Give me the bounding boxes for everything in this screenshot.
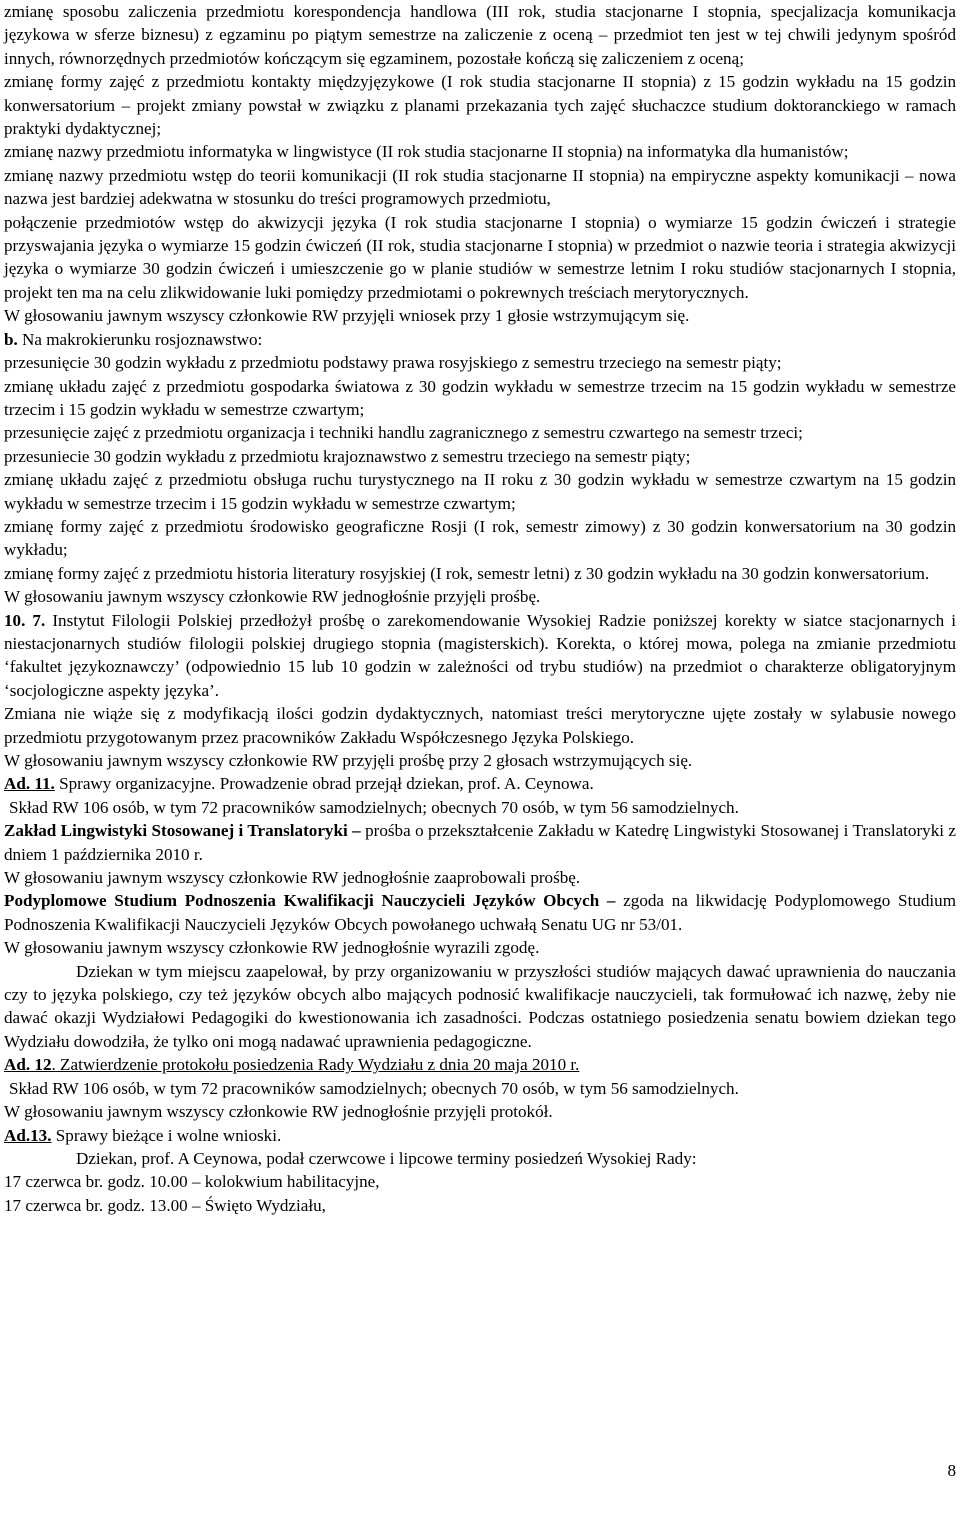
text-segment: zmianę formy zajęć z przedmiotu historia literatury rosyjskiej (I rok, semestr letni) z 30 godzin wykładu na 30 godzin konwersatorium. [4, 563, 930, 583]
paragraph [4, 1053, 956, 1076]
paragraph [4, 1194, 956, 1217]
paragraph [4, 936, 956, 959]
paragraph [4, 164, 956, 211]
paragraph [4, 1124, 956, 1147]
text-segment: . Zatwierdzenie protokołu posiedzenia Rady Wydziału z dnia 20 maja 2010 r. [51, 1055, 580, 1075]
paragraph [4, 796, 956, 819]
text-segment: W głosowaniu jawnym wszyscy członkowie RW jednogłośnie zaaprobowali prośbę. [4, 868, 581, 888]
paragraph [4, 211, 956, 305]
text-segment: W głosowaniu jawnym wszyscy członkowie RW jednogłośnie wyrazili zgodę. [4, 938, 540, 958]
paragraph [4, 304, 956, 327]
text-segment: przesunięcie 30 godzin wykładu z przedmiotu podstawy prawa rosyjskiego z semestru trzeciego na semestr piąty; [4, 353, 782, 373]
text-segment: Sprawy bieżące i wolne wnioski. [51, 1125, 282, 1145]
text-segment: Instytut Filologii Polskiej przedłożył prośbę o zarekomendowanie Wysokiej Radzie poniższej korekty w siatce stacjonarnych i niestacjonarnych studiów filologii polskiej drugiego stopnia (magisterskich). Korekta, o której mowa, polega na zmianie przedmiotu ‘fakultet językoznawczy’ (odpowiednio 15 lub 10 godzin w zależności od trybu studiów) na przedmiot o charakterze obligatoryjnym ‘socjologiczne aspekty języka’. [4, 610, 956, 700]
paragraph [4, 819, 956, 866]
text-segment: przesuniecie 30 godzin wykładu z przedmiotu krajoznawstwo z semestru trzeciego na semestr piąty; [4, 446, 691, 466]
paragraph [4, 468, 956, 515]
paragraph [4, 445, 956, 468]
text-segment: W głosowaniu jawnym wszyscy członkowie RW jednogłośnie przyjęli prośbę. [4, 587, 541, 607]
text-segment: Skład RW 106 osób, w tym 72 pracowników samodzielnych; obecnych 70 osób, w tym 56 samodzielnych. [9, 1078, 739, 1098]
text-segment: zmianę układu zajęć z przedmiotu obsługa ruchu turystycznego na II roku z 30 godzin wykładu w semestrze czwartym na 15 godzin wykładu w semestrze trzecim i 15 godzin wykładu w semestrze czwartym; [4, 470, 956, 513]
text-segment: Ad. 12 [4, 1055, 52, 1075]
text-segment: Sprawy organizacyjne. Prowadzenie obrad przejął dziekan, prof. A. Ceynowa. [54, 774, 594, 794]
text-segment: W głosowaniu jawnym wszyscy członkowie RW przyjęli prośbę przy 2 głosach wstrzymujących się. [4, 751, 693, 770]
paragraph [4, 609, 956, 703]
text-segment: 17 czerwca br. godz. 13.00 – Święto Wydziału, [4, 1195, 326, 1215]
text-segment: Ad. 11. [4, 774, 55, 794]
paragraph [4, 1100, 956, 1123]
paragraph [4, 749, 956, 772]
text-segment: W głosowaniu jawnym wszyscy członkowie RW jednogłośnie przyjęli protokół. [4, 1102, 553, 1122]
text-segment: Na makrokierunku rosjoznawstwo: [17, 329, 263, 349]
document-page [4, 0, 956, 1217]
text-segment: połączenie przedmiotów wstęp do akwizycji języka (I rok studia stacjonarne I stopnia) o wymiarze 15 godzin ćwiczeń i strategie przyswajania języka o wymiarze 15 godzin ćwiczeń (II rok, studia stacjonarne I stopnia) w przedmiot o nazwie teoria i strategia akwizycji języka o wymiarze 30 godzin ćwiczeń i umieszczenie go w planie studiów w semestrze letnim I roku studiów stacjonarnych I stopnia, projekt ten ma na celu zlikwidowanie luki pomiędzy przedmiotami o pokrewnych treściach merytorycznych. [4, 212, 956, 302]
text-segment: przesunięcie zajęć z przedmiotu organizacja i techniki handlu zagranicznego z semestru czwartego na semestr trzeci; [4, 423, 803, 443]
text-segment: Zakład Lingwistyki Stosowanej i Translatoryki – [4, 821, 361, 841]
paragraph [4, 1147, 956, 1170]
paragraph [4, 889, 956, 936]
text-segment: zmianę nazwy przedmiotu informatyka w lingwistyce (II rok studia stacjonarne II stopnia) na informatyka dla humanistów; [4, 142, 849, 162]
paragraph [4, 866, 956, 889]
text-segment: Zmiana nie wiąże się z modyfikacją ilości godzin dydaktycznych, natomiast treści merytoryczne ujęte zostały w sylabusie nowego przedmiotu przygotowanym przez pracowników Zakładu Współczesnego Języka Polskiego. [4, 704, 956, 747]
text-segment: Podyplomowe Studium Podnoszenia Kwalifikacji Nauczycieli Języków Obcych – [4, 891, 616, 911]
text-segment: Skład RW 106 osób, w tym 72 pracowników samodzielnych; obecnych 70 osób, w tym 56 samodzielnych. [9, 797, 739, 817]
paragraph [4, 351, 956, 374]
text-segment: 10. 7. [4, 610, 46, 630]
paragraph [4, 585, 956, 608]
text-segment: zgoda na likwidację Podyplomowego Studium Podnoszenia Kwalifikacji Nauczycieli Języków Obcych powołanego uchwałą Senatu UG nr 53/01. [4, 891, 957, 934]
paragraph [4, 1170, 956, 1193]
paragraph [4, 0, 956, 70]
text-segment: zmianę formy zajęć z przedmiotu środowisko geograficzne Rosji (I rok, semestr zimowy) z 30 godzin konwersatorium na 30 godzin wykładu; [4, 516, 956, 560]
paragraph [4, 1077, 956, 1100]
paragraph [4, 70, 956, 140]
paragraph [4, 515, 956, 562]
paragraph [4, 960, 956, 1054]
page-number: 8 [947, 1461, 956, 1480]
paragraph [4, 702, 956, 749]
text-segment: b. [4, 329, 18, 349]
text-segment: Ad.13. [4, 1125, 52, 1145]
text-segment: Dziekan w tym miejscu zaapelował, by przy organizowaniu w przyszłości studiów mających dawać uprawnienia do nauczania czy to języka polskiego, czy też języków obcych albo mających podnosić kwalifikacje nauczycieli, tak formułować ich nazwę, żeby nie dawać okazji Wydziałowi Pedagogiki do kwestionowania ich zasadności. Podczas ostatniego posiedzenia senatu bowiem dziekan tego Wydziału dowodziła, że tylko oni mogą nadawać uprawnienia pedagogiczne. [4, 961, 956, 1051]
paragraph [4, 772, 956, 795]
text-segment: 17 czerwca br. godz. 10.00 – kolokwium habilitacyjne, [4, 1172, 380, 1192]
text-segment: zmianę nazwy przedmiotu wstęp do teorii komunikacji (II rok studia stacjonarne II stopnia) na empiryczne aspekty komunikacji – nowa nazwa jest bardziej adekwatna w stosunku do treści programowych przedmiotu, [4, 165, 956, 209]
paragraph [4, 421, 956, 444]
text-segment: prośba o przekształcenie Zakładu w Katedrę Lingwistyki Stosowanej i Translatoryki z dniem 1 października 2010 r. [4, 821, 956, 864]
paragraph [4, 375, 956, 422]
paragraph [4, 328, 956, 351]
paragraph [4, 562, 956, 585]
text-segment: Dziekan, prof. A Ceynowa, podał czerwcowe i lipcowe terminy posiedzeń Wysokiej Rady: [76, 1148, 697, 1168]
text-segment: zmianę formy zajęć z przedmiotu kontakty międzyjęzykowe (I rok studia stacjonarne II stopnia) z 15 godzin wykładu na 15 godzin konwersatorium – projekt zmiany powstał w związku z planami przekazania tych zajęć słuchaczce studium doktoranckiego w ramach praktyki dydaktycznej; [4, 72, 956, 139]
text-segment: W głosowaniu jawnym wszyscy członkowie RW przyjęli wniosek przy 1 głosie wstrzymującym się. [4, 306, 690, 326]
paragraph [4, 140, 956, 163]
text-segment: zmianę sposobu zaliczenia przedmiotu korespondencja handlowa (III rok, studia stacjonarne I stopnia, specjalizacja komunikacja językowa w sferze biznesu) z egzaminu po piątym semestrze na zaliczenie z oceną – przedmiot ten jest w tej chwili jedynym spośród innych, równorzędnych przedmiotów kończącym się egzaminem, pozostałe kończą się zaliczeniem z oceną; [4, 2, 956, 68]
text-segment: zmianę układu zajęć z przedmiotu gospodarka światowa z 30 godzin wykładu w semestrze trzecim na 15 godzin wykładu w semestrze trzecim i 15 godzin wykładu w semestrze czwartym; [4, 376, 956, 419]
